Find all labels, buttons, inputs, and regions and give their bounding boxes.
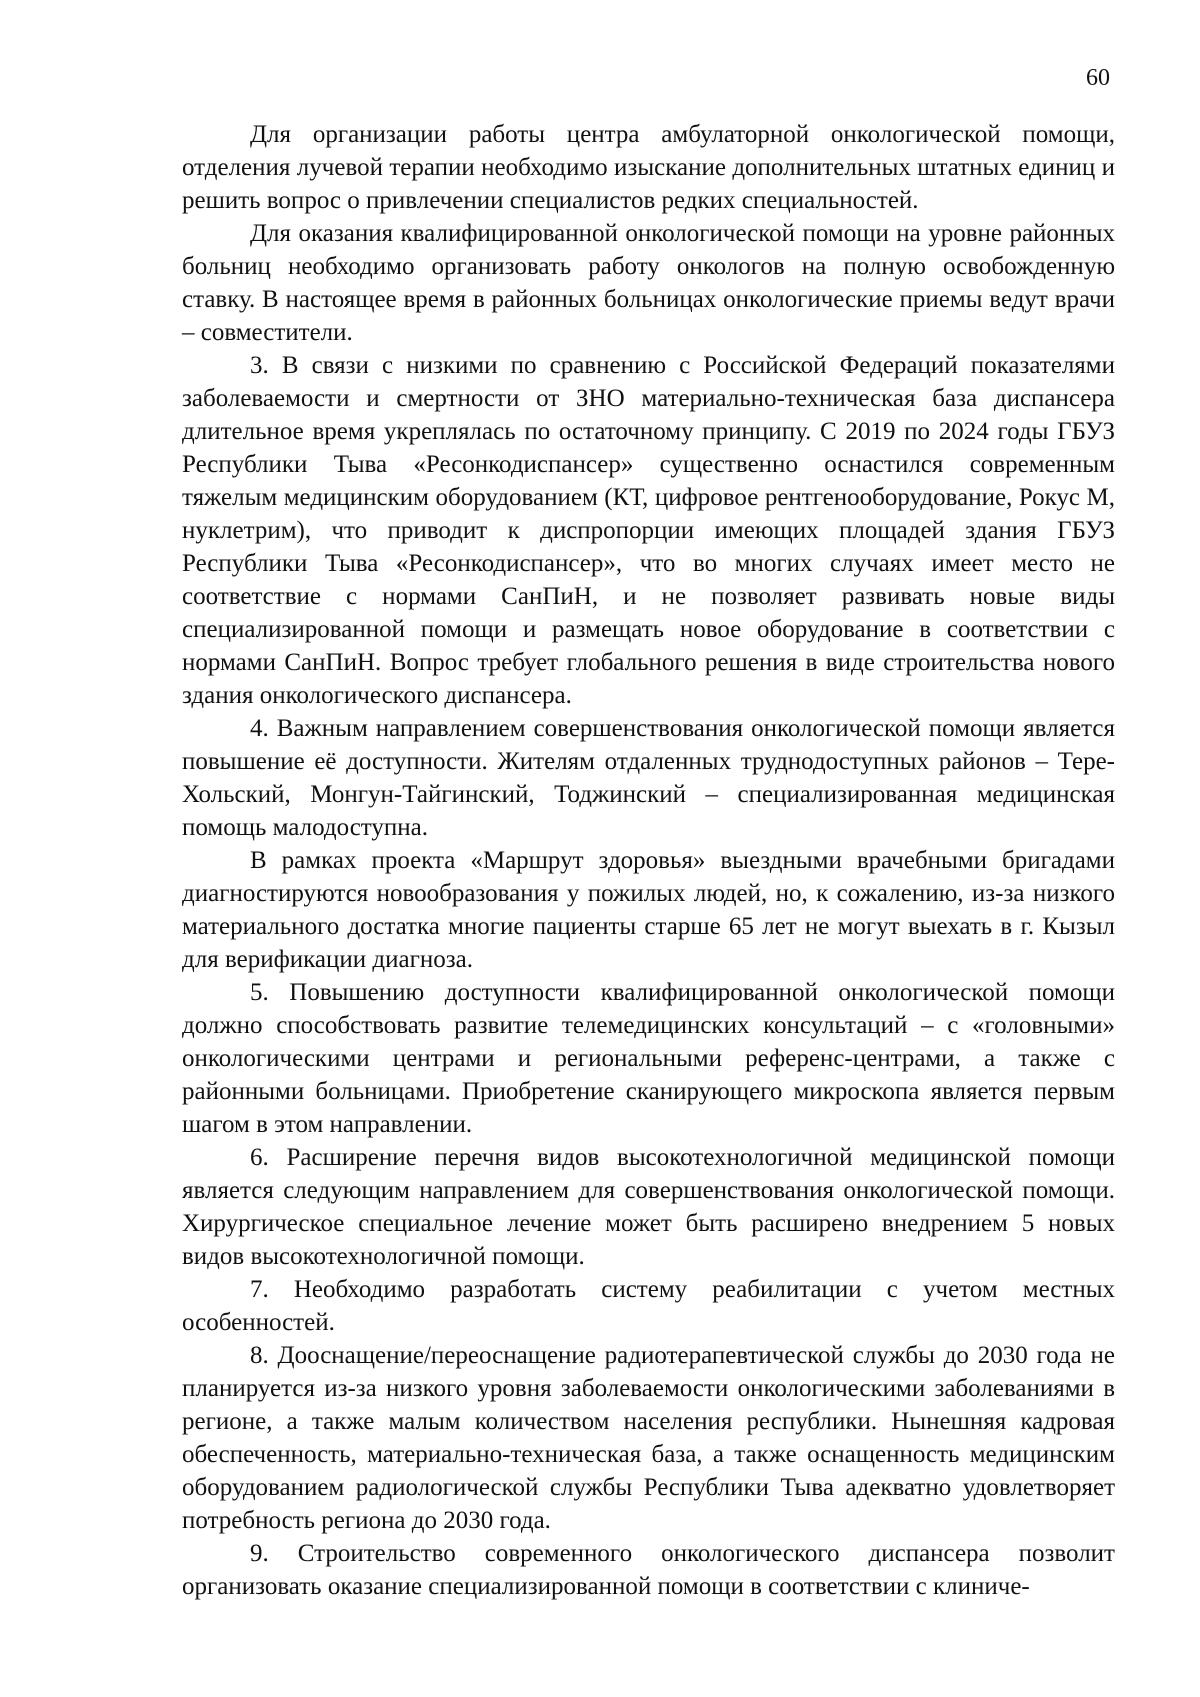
paragraph: 5. Повышению доступности квалифицированной онкологической помощи должно способствовать развитие телемедицинских консультаций – с «головными» онкологическими центрами и региональными референс-центрами, а также с районными больницами. Приобретение сканирующего микроскопа является первым шагом в этом направлении.: [182, 979, 1115, 1138]
paragraph: 4. Важным направлением совершенствования онкологической помощи является повышение её доступности. Жителям отдаленных труднодоступных районов – Тере-Хольский, Монгун-Тайгинский, Тоджинский – специализированная медицинская помощь малодоступна.: [182, 715, 1115, 841]
paragraph: 7. Необходимо разработать систему реабилитации с учетом местных особенностей.: [182, 1276, 1115, 1336]
paragraph: Для организации работы центра амбулаторной онкологической помощи, отделения лучевой терапии необходимо изыскание дополнительных штатных единиц и решить вопрос о привлечении специалистов редких специальностей.: [182, 121, 1115, 214]
page-number: 60: [1086, 65, 1110, 91]
paragraph: 6. Расширение перечня видов высокотехнологичной медицинской помощи является следующим направлением для совершенствования онкологической помощи. Хирургическое специальное лечение может быть расширено внедрением 5 новых видов высокотехнологичной помощи.: [182, 1144, 1115, 1270]
document-body: [182, 118, 1115, 1603]
paragraph: Для оказания квалифицированной онкологической помощи на уровне районных больниц необходимо организовать работу онкологов на полную освобожденную ставку. В настоящее время в районных больницах онкологические приемы ведут врачи – совместители.: [182, 220, 1115, 346]
paragraph: 3. В связи с низкими по сравнению с Российской Федераций показателями заболеваемости и смертности от ЗНО материально-техническая база диспансера длительное время укреплялась по остаточному принципу. С 2019 по 2024 годы ГБУЗ Республики Тыва «Ресонкодиспансер» существенно оснастился современным тяжелым медицинским оборудованием (КТ, цифровое рентгенооборудование, Рокус М, нуклетрим), что приводит к диспропорции имеющих площадей здания ГБУЗ Республики Тыва «Ресонкодиспансер», что во многих случаях имеет место не соответствие с нормами СанПиН, и не позволяет развивать новые виды специализированной помощи и размещать новое оборудование в соответствии с нормами СанПиН. Вопрос требует глобального решения в виде строительства нового здания онкологического диспансера.: [182, 352, 1115, 709]
paragraph: В рамках проекта «Маршрут здоровья» выездными врачебными бригадами диагностируются новообразования у пожилых людей, но, к сожалению, из-за низкого материального достатка многие пациенты старше 65 лет не могут выехать в г. Кызыл для верификации диагноза.: [182, 847, 1115, 973]
paragraph: 9. Строительство современного онкологического диспансера позволит организовать оказание специализированной помощи в соответствии с клиниче-: [182, 1540, 1115, 1600]
paragraph: 8. Дооснащение/переоснащение радиотерапевтической службы до 2030 года не планируется из-за низкого уровня заболеваемости онкологическими заболеваниями в регионе, а также малым количеством населения республики. Нынешняя кадровая обеспеченность, материально-техническая база, а также оснащенность медицинским оборудованием радиологической службы Республики Тыва адекватно удовлетворяет потребность региона до 2030 года.: [182, 1342, 1115, 1534]
